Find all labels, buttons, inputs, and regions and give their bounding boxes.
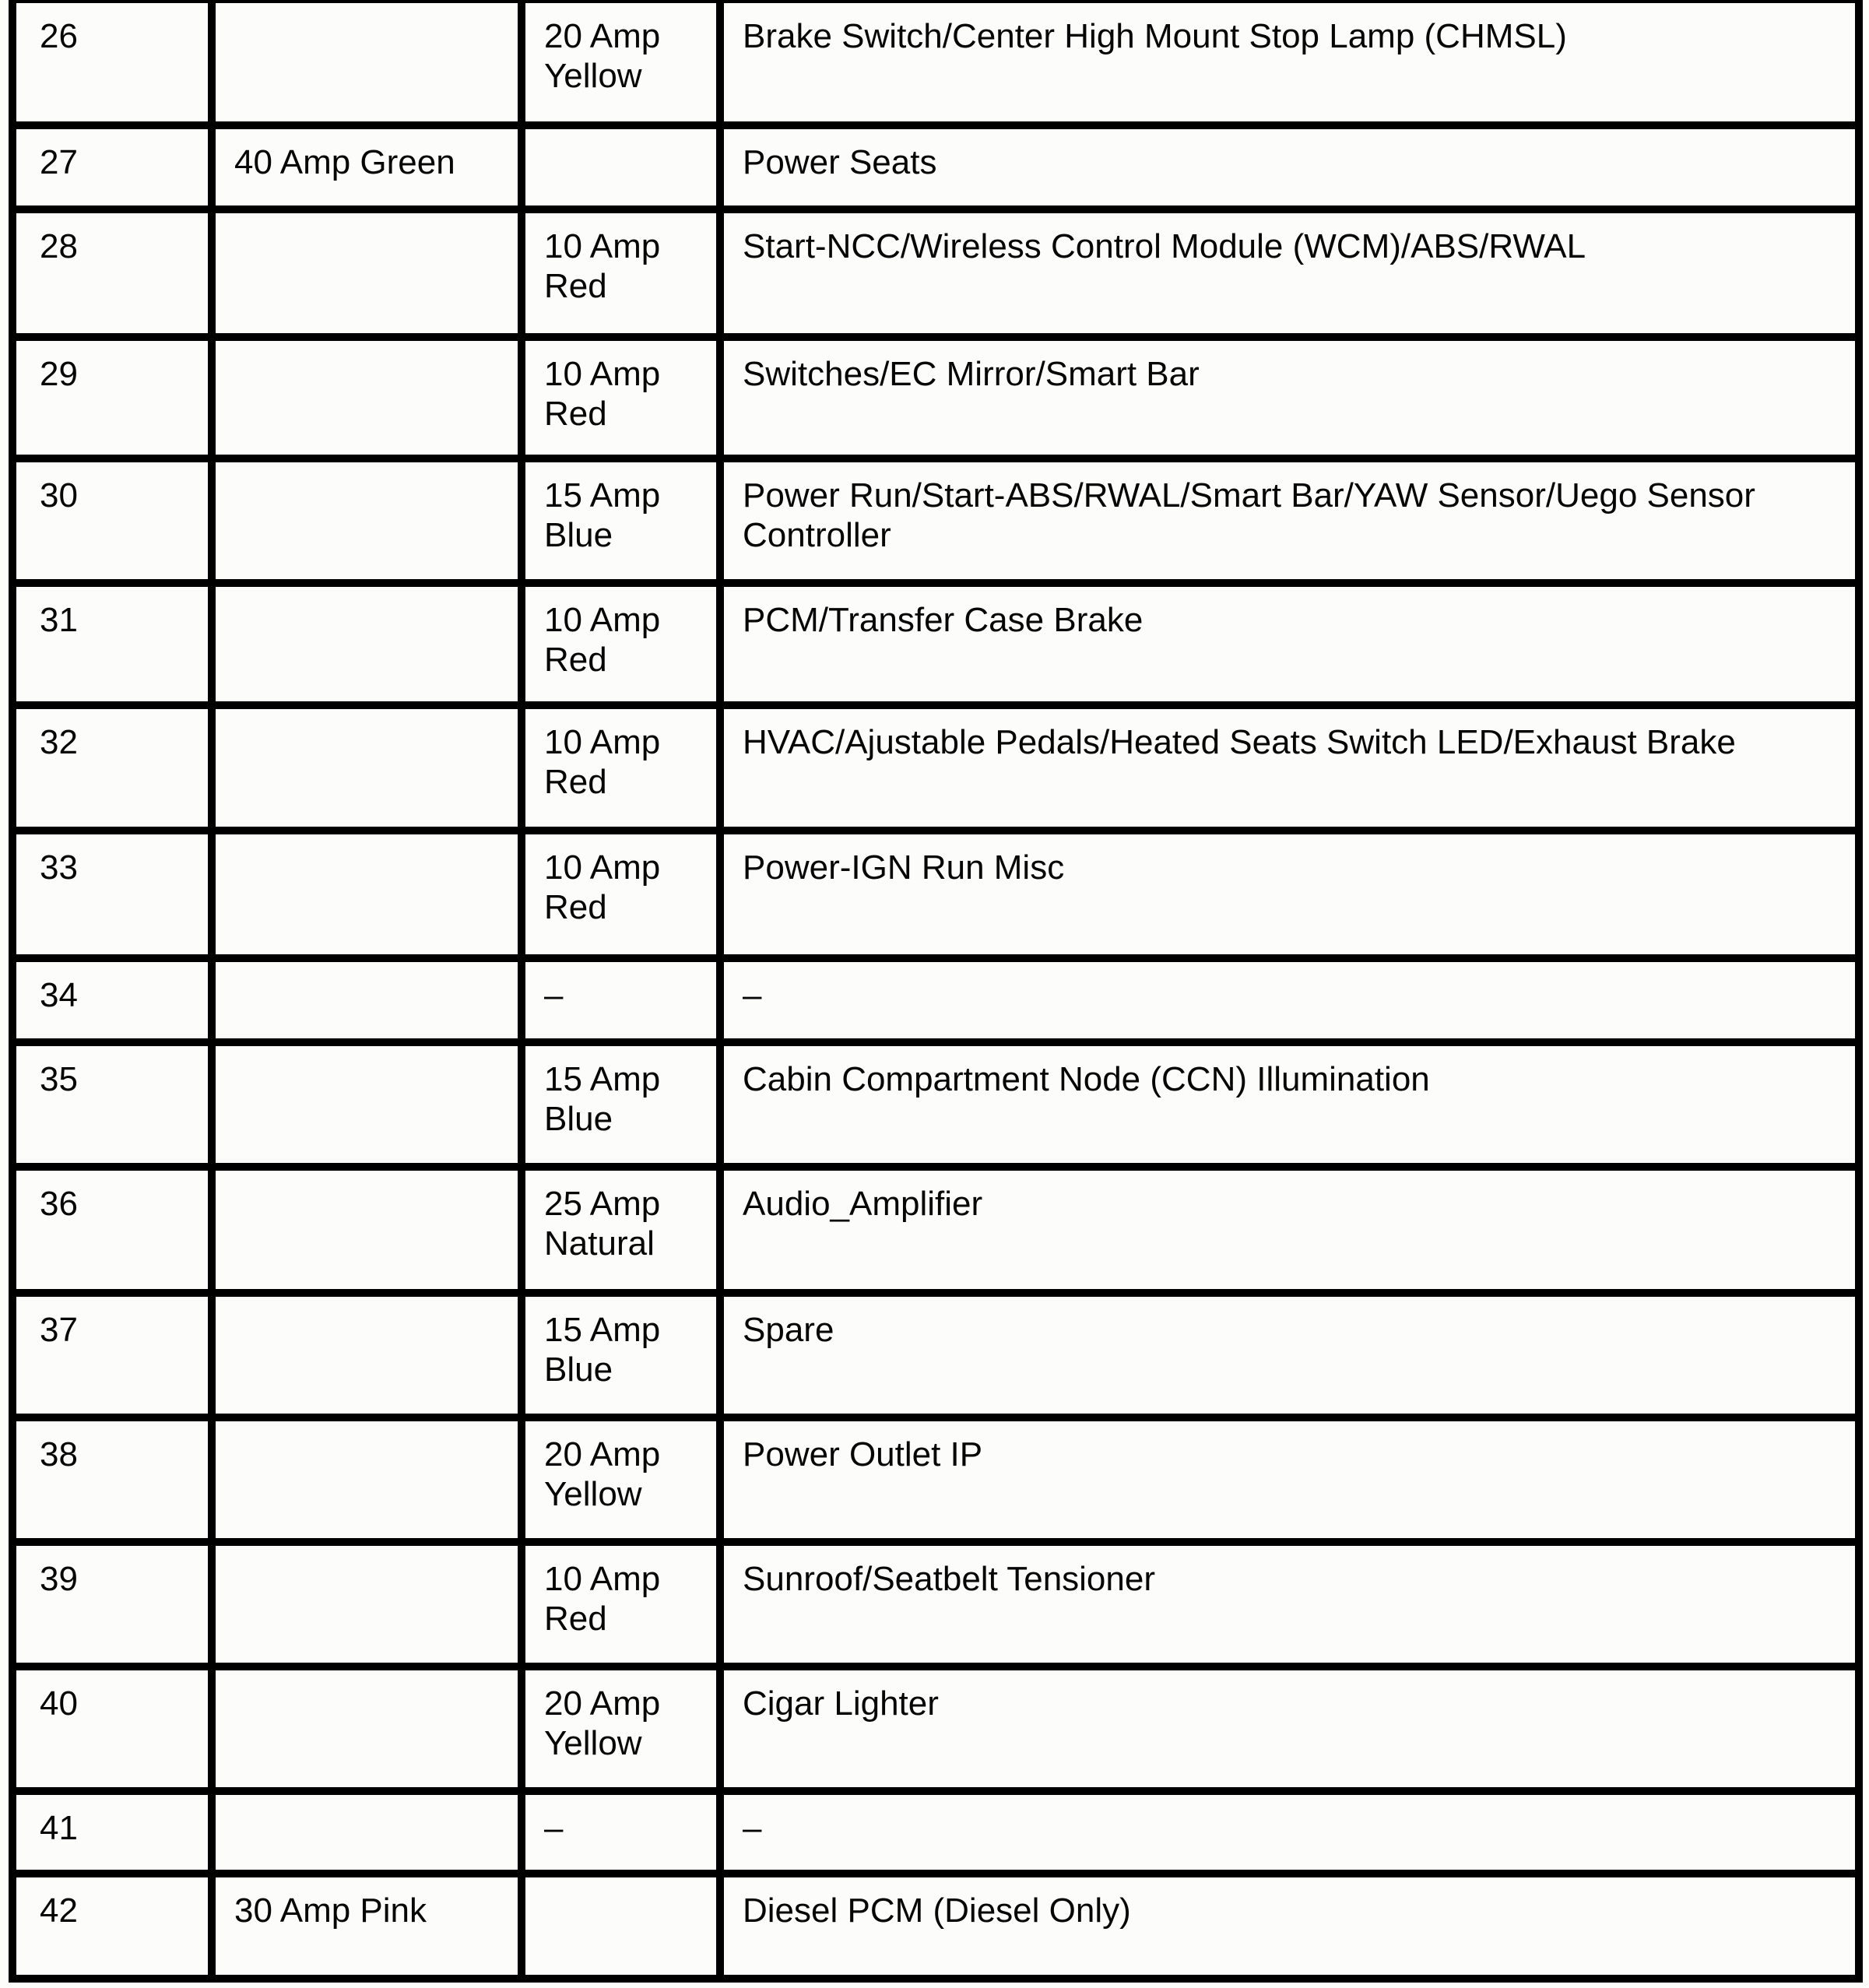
cartridge-fuse-cell	[212, 1417, 522, 1542]
description-cell: Power Seats	[720, 125, 1859, 209]
cartridge-fuse-cell	[212, 1667, 522, 1791]
mini-fuse-cell: 10 Amp Red	[522, 209, 720, 337]
cartridge-fuse-cell	[212, 0, 522, 125]
description-cell: Audio_Amplifier	[720, 1167, 1859, 1293]
description-cell: –	[720, 958, 1859, 1042]
mini-fuse-cell: 10 Amp Red	[522, 583, 720, 705]
fuse-number-cell: 27	[12, 125, 212, 209]
mini-fuse-cell: 10 Amp Red	[522, 1542, 720, 1667]
mini-fuse-cell: 10 Amp Red	[522, 705, 720, 831]
table-row	[12, 337, 1859, 458]
table-row	[12, 1293, 1859, 1417]
cartridge-fuse-cell	[212, 337, 522, 458]
cartridge-fuse-cell	[212, 458, 522, 583]
description-cell: PCM/Transfer Case Brake	[720, 583, 1859, 705]
description-cell: Power Outlet IP	[720, 1417, 1859, 1542]
fuse-number-cell: 30	[12, 458, 212, 583]
table-row	[12, 458, 1859, 583]
table-row	[12, 583, 1859, 705]
fuse-number-cell: 33	[12, 831, 212, 958]
cartridge-fuse-cell	[212, 1042, 522, 1167]
mini-fuse-cell: 10 Amp Red	[522, 831, 720, 958]
mini-fuse-cell: 25 Amp Natural	[522, 1167, 720, 1293]
fuse-number-cell: 37	[12, 1293, 212, 1417]
description-cell: Diesel PCM (Diesel Only)	[720, 1874, 1859, 1979]
table-row	[12, 1167, 1859, 1293]
fuse-table	[9, 0, 1863, 1983]
fuse-number-cell: 41	[12, 1791, 212, 1874]
mini-fuse-cell: –	[522, 958, 720, 1042]
fuse-number-cell: 34	[12, 958, 212, 1042]
cartridge-fuse-cell	[212, 583, 522, 705]
cartridge-fuse-cell	[212, 1167, 522, 1293]
description-cell: –	[720, 1791, 1859, 1874]
cartridge-fuse-cell	[212, 1293, 522, 1417]
fuse-number-cell: 39	[12, 1542, 212, 1667]
table-row	[12, 705, 1859, 831]
table-row	[12, 209, 1859, 337]
table-row	[12, 1542, 1859, 1667]
cartridge-fuse-cell: 30 Amp Pink	[212, 1874, 522, 1979]
cartridge-fuse-cell	[212, 958, 522, 1042]
mini-fuse-cell	[522, 125, 720, 209]
description-cell: Brake Switch/Center High Mount Stop Lamp (CHMSL)	[720, 0, 1859, 125]
description-cell: Switches/EC Mirror/Smart Bar	[720, 337, 1859, 458]
cartridge-fuse-cell	[212, 705, 522, 831]
table-row	[12, 831, 1859, 958]
fuse-number-cell: 42	[12, 1874, 212, 1979]
mini-fuse-cell	[522, 1874, 720, 1979]
table-row	[12, 1042, 1859, 1167]
mini-fuse-cell: 15 Amp Blue	[522, 1042, 720, 1167]
cartridge-fuse-cell: 40 Amp Green	[212, 125, 522, 209]
description-cell: Spare	[720, 1293, 1859, 1417]
mini-fuse-cell: 15 Amp Blue	[522, 1293, 720, 1417]
table-row	[12, 958, 1859, 1042]
cartridge-fuse-cell	[212, 209, 522, 337]
table-row	[12, 1667, 1859, 1791]
fuse-number-cell: 28	[12, 209, 212, 337]
cartridge-fuse-cell	[212, 1791, 522, 1874]
description-cell: Cabin Compartment Node (CCN) Illumination	[720, 1042, 1859, 1167]
mini-fuse-cell: 10 Amp Red	[522, 337, 720, 458]
description-cell: Cigar Lighter	[720, 1667, 1859, 1791]
table-row	[12, 1417, 1859, 1542]
table-row	[12, 1874, 1859, 1979]
mini-fuse-cell: 15 Amp Blue	[522, 458, 720, 583]
table-row	[12, 0, 1859, 125]
cartridge-fuse-cell	[212, 831, 522, 958]
fuse-number-cell: 40	[12, 1667, 212, 1791]
table-row	[12, 1791, 1859, 1874]
description-cell: Start-NCC/Wireless Control Module (WCM)/ABS/RWAL	[720, 209, 1859, 337]
mini-fuse-cell: –	[522, 1791, 720, 1874]
mini-fuse-cell: 20 Amp Yellow	[522, 1417, 720, 1542]
description-cell: Sunroof/Seatbelt Tensioner	[720, 1542, 1859, 1667]
fuse-number-cell: 32	[12, 705, 212, 831]
table-row	[12, 125, 1859, 209]
mini-fuse-cell: 20 Amp Yellow	[522, 0, 720, 125]
description-cell: Power-IGN Run Misc	[720, 831, 1859, 958]
fuse-number-cell: 26	[12, 0, 212, 125]
cartridge-fuse-cell	[212, 1542, 522, 1667]
fuse-number-cell: 29	[12, 337, 212, 458]
description-cell: Power Run/Start-ABS/RWAL/Smart Bar/YAW Sensor/Uego Sensor Controller	[720, 458, 1859, 583]
fuse-number-cell: 35	[12, 1042, 212, 1167]
fuse-number-cell: 31	[12, 583, 212, 705]
fuse-number-cell: 36	[12, 1167, 212, 1293]
mini-fuse-cell: 20 Amp Yellow	[522, 1667, 720, 1791]
fuse-number-cell: 38	[12, 1417, 212, 1542]
description-cell: HVAC/Ajustable Pedals/Heated Seats Switch LED/Exhaust Brake	[720, 705, 1859, 831]
